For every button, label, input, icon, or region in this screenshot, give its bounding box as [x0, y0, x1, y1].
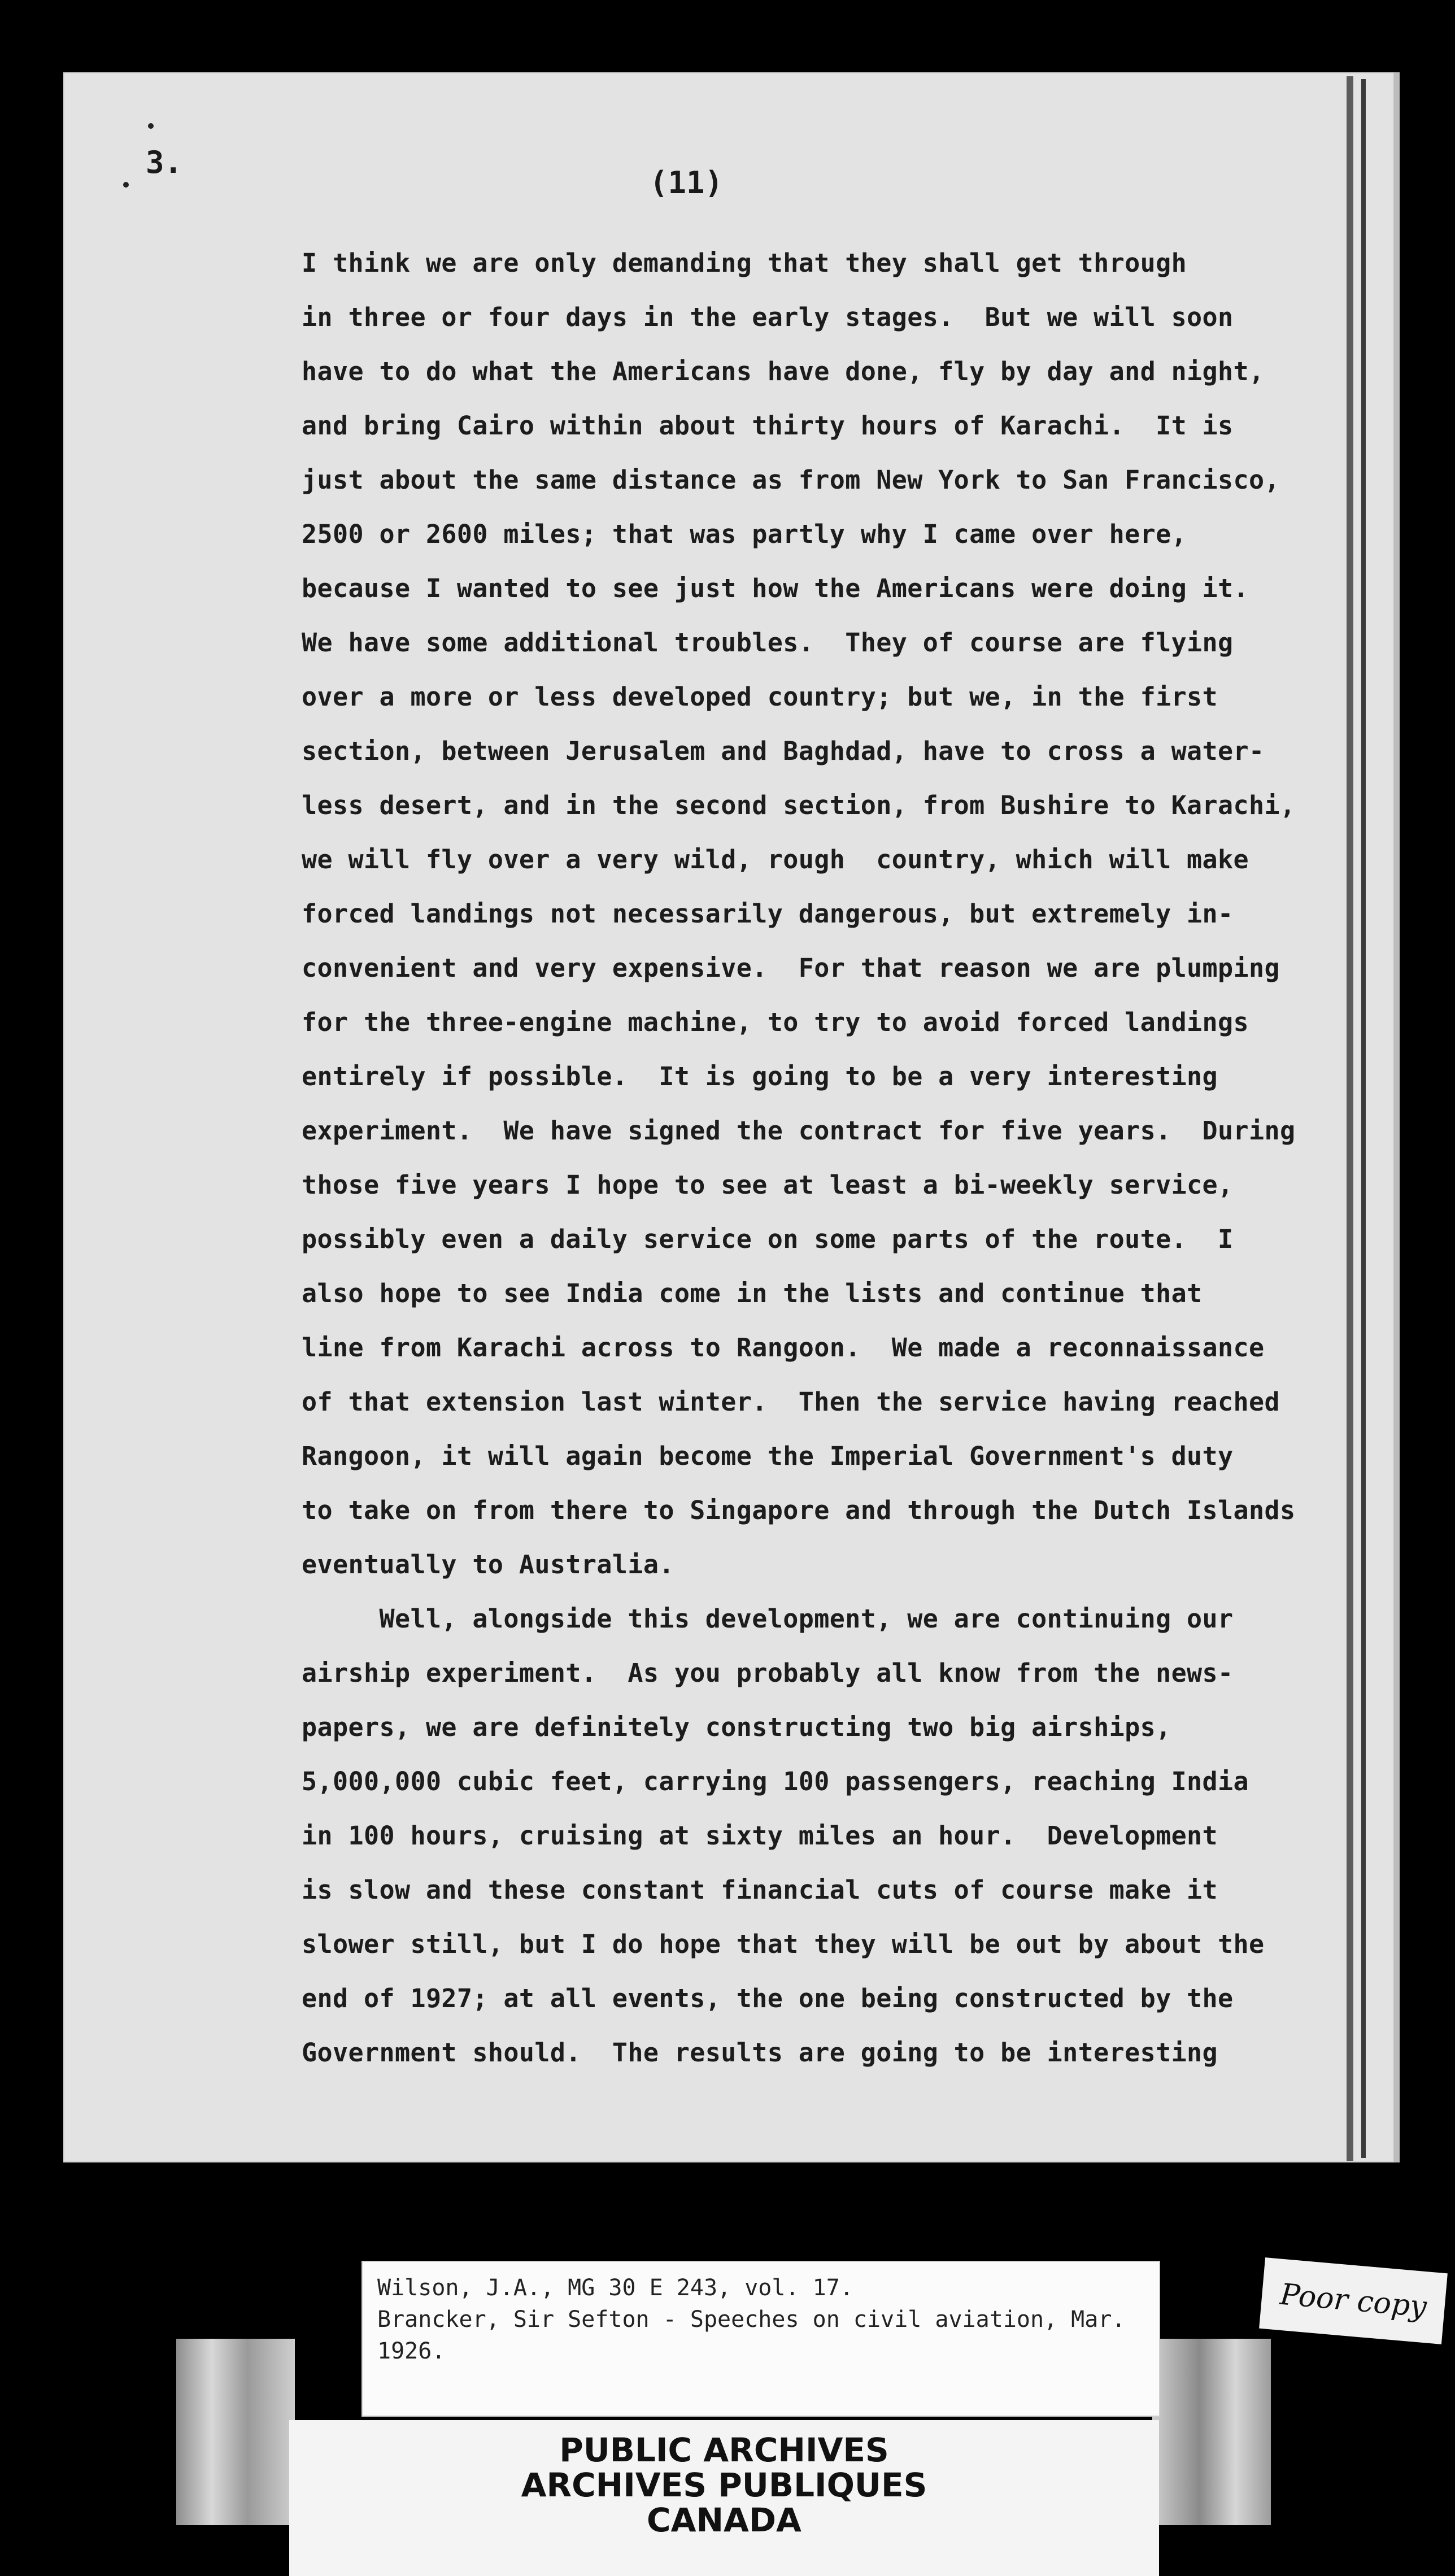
text-line: entirely if possible. It is going to be a very interesting — [302, 1061, 1218, 1091]
text-line: forced landings not necessarily dangerous, but extremely in- — [302, 899, 1234, 929]
text-line: and bring Cairo within about thirty hours of Karachi. It is — [302, 411, 1234, 441]
text-line: also hope to see India come in the lists and continue that — [302, 1278, 1203, 1308]
catalog-label — [377, 2272, 1157, 2367]
text-line: is slow and these constant financial cuts of course make it — [302, 1875, 1218, 1905]
text-line: over a more or less developed country; but we, in the first — [302, 682, 1218, 712]
speck — [148, 123, 154, 129]
archive-stamp-line: ARCHIVES PUBLIQUES — [521, 2466, 927, 2504]
text-line: Rangoon, it will again become the Imperial Government's duty — [302, 1441, 1234, 1471]
text-line: 5,000,000 cubic feet, carrying 100 passengers, reaching India — [302, 1766, 1249, 1796]
catalog-label-line: Wilson, J.A., MG 30 E 243, vol. 17. — [377, 2275, 853, 2301]
text-line: slower still, but I do hope that they will be out by about the — [302, 1929, 1265, 1959]
text-line: section, between Jerusalem and Baghdad, have to cross a water- — [302, 736, 1265, 766]
text-line: experiment. We have signed the contract for five years. During — [302, 1116, 1296, 1146]
typed-body-text — [302, 236, 1363, 2080]
text-line: possibly even a daily service on some parts of the route. I — [302, 1224, 1234, 1254]
text-line: those five years I hope to see at least a bi-weekly service, — [302, 1170, 1234, 1200]
text-line: Government should. The results are going to be interesting — [302, 2038, 1218, 2068]
film-tab-right — [1152, 2339, 1271, 2525]
text-line: in three or four days in the early stages. But we will soon — [302, 302, 1234, 332]
archive-stamp-line: PUBLIC ARCHIVES — [559, 2431, 889, 2469]
text-line: just about the same distance as from New York to San Francisco, — [302, 465, 1280, 495]
text-line: convenient and very expensive. For that reason we are plumping — [302, 953, 1280, 983]
text-line: have to do what the Americans have done, fly by day and night, — [302, 356, 1265, 386]
text-line: papers, we are definitely constructing two big airships, — [302, 1712, 1171, 1742]
handwritten-note: Poor copy — [1259, 2257, 1448, 2344]
text-line: Well, alongside this development, we are continuing our — [302, 1604, 1234, 1634]
catalog-label-line: 1926. — [377, 2338, 446, 2364]
text-line: We have some additional troubles. They of course are flying — [302, 628, 1234, 658]
text-line: I think we are only demanding that they shall get through — [302, 248, 1187, 278]
text-line: in 100 hours, cruising at sixty miles an hour. Development — [302, 1821, 1218, 1851]
text-line: to take on from there to Singapore and through the Dutch Islands — [302, 1495, 1296, 1525]
text-line: airship experiment. As you probably all know from the news- — [302, 1658, 1234, 1688]
corner-mark: 3. — [146, 145, 183, 180]
text-line: because I wanted to see just how the Americans were doing it. — [302, 573, 1249, 603]
text-line: 2500 or 2600 miles; that was partly why I came over here, — [302, 519, 1187, 549]
text-line: line from Karachi across to Rangoon. We made a reconnaissance — [302, 1333, 1265, 1363]
text-line: we will fly over a very wild, rough country, which will make — [302, 845, 1249, 874]
archive-stamp-line: CANADA — [647, 2501, 801, 2539]
text-line: eventually to Australia. — [302, 1550, 674, 1579]
page-number: (11) — [650, 165, 724, 201]
text-line: less desert, and in the second section, from Bushire to Karachi, — [302, 790, 1296, 820]
text-line: end of 1927; at all events, the one being constructed by the — [302, 1983, 1234, 2013]
film-tab-left — [176, 2339, 295, 2525]
speck — [123, 182, 129, 188]
text-line: for the three-engine machine, to try to avoid forced landings — [302, 1007, 1249, 1037]
catalog-label-line: Brancker, Sir Sefton - Speeches on civil aviation, Mar. — [377, 2307, 1126, 2333]
text-line: of that extension last winter. Then the service having reached — [302, 1387, 1280, 1417]
archive-stamp — [289, 2420, 1159, 2576]
